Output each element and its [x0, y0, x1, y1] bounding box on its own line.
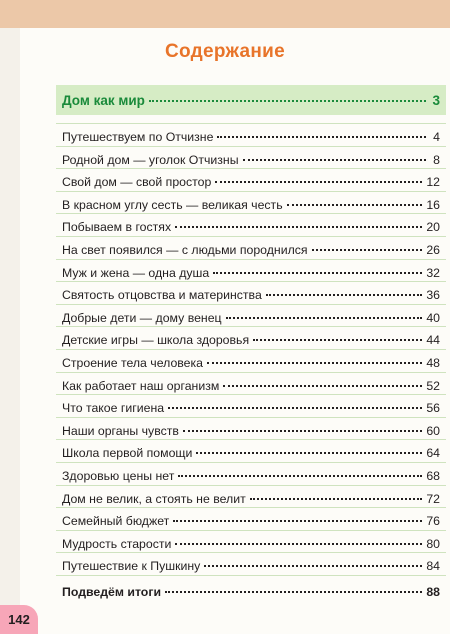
toc-entry[interactable]: [62, 421, 440, 441]
toc-entry[interactable]: [62, 308, 440, 328]
toc-entry-page: 12: [426, 175, 440, 190]
toc-entry[interactable]: [62, 511, 440, 531]
toc-entry-page: 16: [426, 197, 440, 212]
dot-leader: [173, 508, 422, 522]
toc-entry[interactable]: [62, 376, 440, 396]
toc-entry[interactable]: [62, 330, 440, 350]
toc-entry[interactable]: [62, 263, 440, 283]
toc-entry-label: В красном углу сесть — великая честь: [62, 197, 283, 212]
toc-entry[interactable]: [62, 466, 440, 486]
toc-entry-label: Строение тела человека: [62, 356, 204, 370]
toc-entry-page: 76: [426, 514, 440, 529]
toc-main-section[interactable]: [62, 91, 440, 111]
toc-entry[interactable]: [62, 240, 440, 260]
dot-leader: [204, 553, 422, 567]
toc-entry[interactable]: [62, 172, 440, 192]
toc-entry-page: 56: [426, 401, 440, 416]
toc-entry-page: 32: [426, 265, 440, 280]
page-number-badge: 142: [0, 605, 38, 634]
toc-entry[interactable]: [62, 127, 440, 147]
dot-leader: [213, 260, 422, 274]
toc-entry-page: 72: [426, 491, 440, 506]
toc-entry[interactable]: [62, 353, 440, 373]
toc-entry-label: Семейный бюджет: [62, 514, 170, 529]
toc-entry-page: 84: [426, 559, 440, 574]
dot-leader: [217, 124, 426, 138]
dot-leader: [168, 395, 422, 409]
toc-main-section-label: Дом как мир: [62, 93, 145, 108]
dot-leader: [253, 327, 422, 341]
toc-entry-page: 68: [426, 469, 440, 483]
dot-leader: [178, 463, 422, 477]
dot-leader: [165, 579, 422, 593]
toc-entry-page: 80: [426, 536, 440, 551]
dot-leader: [243, 147, 426, 161]
toc-entry[interactable]: [62, 489, 440, 509]
toc-entry-page: 64: [426, 446, 440, 461]
toc-entry-label: Наши органы чувств: [62, 423, 179, 438]
dot-leader: [250, 486, 423, 500]
toc-entry-label: Добрые дети — дому венец: [62, 310, 222, 325]
toc-entry-label: На свет появился — с людьми породнился: [62, 243, 308, 257]
toc-entry-label: Детские игры — школа здоровья: [62, 333, 250, 348]
toc-entry[interactable]: [62, 285, 440, 305]
dot-leader: [175, 531, 422, 545]
dot-leader: [226, 305, 423, 319]
toc-entry-page: 44: [426, 333, 440, 348]
toc-entry-label: Муж и жена — одна душа: [62, 265, 210, 280]
toc-entry[interactable]: [62, 150, 440, 170]
dot-leader: [223, 373, 422, 387]
dot-leader: [312, 237, 423, 251]
toc-entry-label: Побываем в гостях: [62, 220, 172, 235]
toc-entry-page: 52: [426, 378, 440, 393]
toc-summary-page: 88: [426, 585, 440, 599]
toc-entry[interactable]: [62, 443, 440, 463]
toc-entry[interactable]: [62, 556, 440, 576]
toc-entry-page: 4: [433, 130, 440, 144]
dot-leader: [266, 282, 423, 296]
toc-entry-page: 60: [426, 423, 440, 438]
toc-main-section-page: 3: [432, 93, 440, 108]
page-title: Содержание: [164, 41, 286, 62]
toc-entry-label: Что такое гигиена: [62, 401, 165, 416]
toc-entry-page: 20: [426, 220, 440, 235]
toc-entry-label: Как работает наш организм: [62, 378, 220, 393]
row-separator: [56, 575, 446, 576]
toc-entry-label: Родной дом — уголок Отчизны: [62, 152, 239, 167]
toc-summary[interactable]: [62, 582, 440, 602]
toc-entry[interactable]: [62, 398, 440, 418]
toc-entry-page: 36: [426, 288, 440, 303]
toc-entry[interactable]: [62, 217, 440, 237]
toc-entry-page: 8: [433, 152, 440, 167]
toc-entry[interactable]: [62, 195, 440, 215]
dot-leader: [196, 440, 422, 454]
toc-entry-page: 48: [426, 356, 440, 370]
toc-entry-label: Дом не велик, а стоять не велит: [62, 491, 246, 506]
toc-entry-label: Святость отцовства и материнства: [62, 288, 262, 303]
toc-entry[interactable]: [62, 534, 440, 554]
toc-entry-label: Путешествие к Пушкину: [62, 559, 201, 574]
toc-entry-page: 26: [426, 243, 440, 257]
toc-entry-label: Здоровью цены нет: [62, 469, 175, 483]
dot-leader: [215, 169, 422, 183]
dot-leader: [207, 350, 422, 364]
toc-entry-page: 40: [426, 310, 440, 325]
toc-summary-label: Подведём итоги: [62, 585, 161, 599]
toc-entry-label: Свой дом — свой простор: [62, 175, 212, 190]
dot-leader: [149, 88, 426, 102]
toc-entry-label: Школа первой помощи: [62, 446, 193, 461]
dot-leader: [175, 214, 422, 228]
dot-leader: [183, 418, 422, 432]
top-color-band: [0, 0, 450, 28]
toc-entry-label: Путешествуем по Отчизне: [62, 130, 214, 144]
toc-entry-label: Мудрость старости: [62, 536, 172, 551]
dot-leader: [287, 192, 423, 206]
